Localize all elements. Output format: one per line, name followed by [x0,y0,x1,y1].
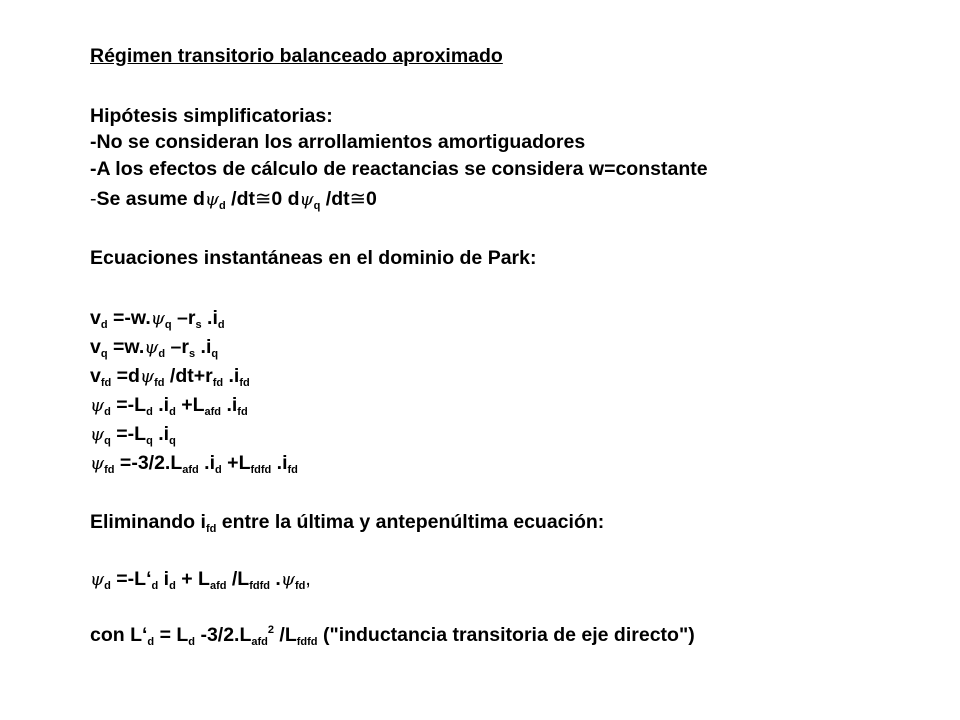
equation-psi-d: $\psi_d =-L_d$ $.i_d +L_{afd}$ $.i_{fd}$ [90,394,248,418]
park-heading: Ecuaciones instantáneas en el dominio de Park: [90,247,537,269]
hypothesis-2: -A los efectos de cálculo de reactancias se considera w=constante [90,158,708,180]
slide-title: Régimen transitorio balanceado aproximado [90,45,503,67]
equation-vq: $v_q =w.\psi_d$ $-r_s$ $.i_q$ [90,336,219,360]
equation-vfd: $v_{fd} =d\psi_{fd}$ $/dt+r_{fd}$ $.i_{fd}$ [90,365,250,389]
hypotheses-heading: Hipótesis simplificatorias: [90,105,333,127]
hypothesis-1: -No se consideran los arrollamientos amortiguadores [90,131,586,153]
equation-result: $\psi_d$ $=-L‘_d$ $i_d + L_{afd}$ $/L_{fdfd}$ $.\psi_{fd}$, [90,568,311,592]
hypothesis-3: -Se asume $d\psi_d$ /dt≅0 $d\psi_q$ /dt≅0 [90,188,377,212]
elimination-text: Eliminando $i_{fd}$ entre la última y antepenúltima ecuación: [90,511,605,535]
equation-psi-fd: $\psi_{fd} =-3/2.L_{afd}$ $.i_d +L_{fdfd}$ $.i_{fd}$ [90,452,298,476]
equation-psi-q: $\psi_q =-L_q$ $.i_q$ [90,423,176,447]
transient-inductance-definition: con $L‘_d = L_d$ $-3/2.L_{afd}^2$ $/L_{fdfd}$ ("inductancia transitoria de eje directo") [90,624,695,648]
equation-vd: $v_d =-w.\psi_q$ $-r_s$ $.i_d$ [90,307,225,331]
